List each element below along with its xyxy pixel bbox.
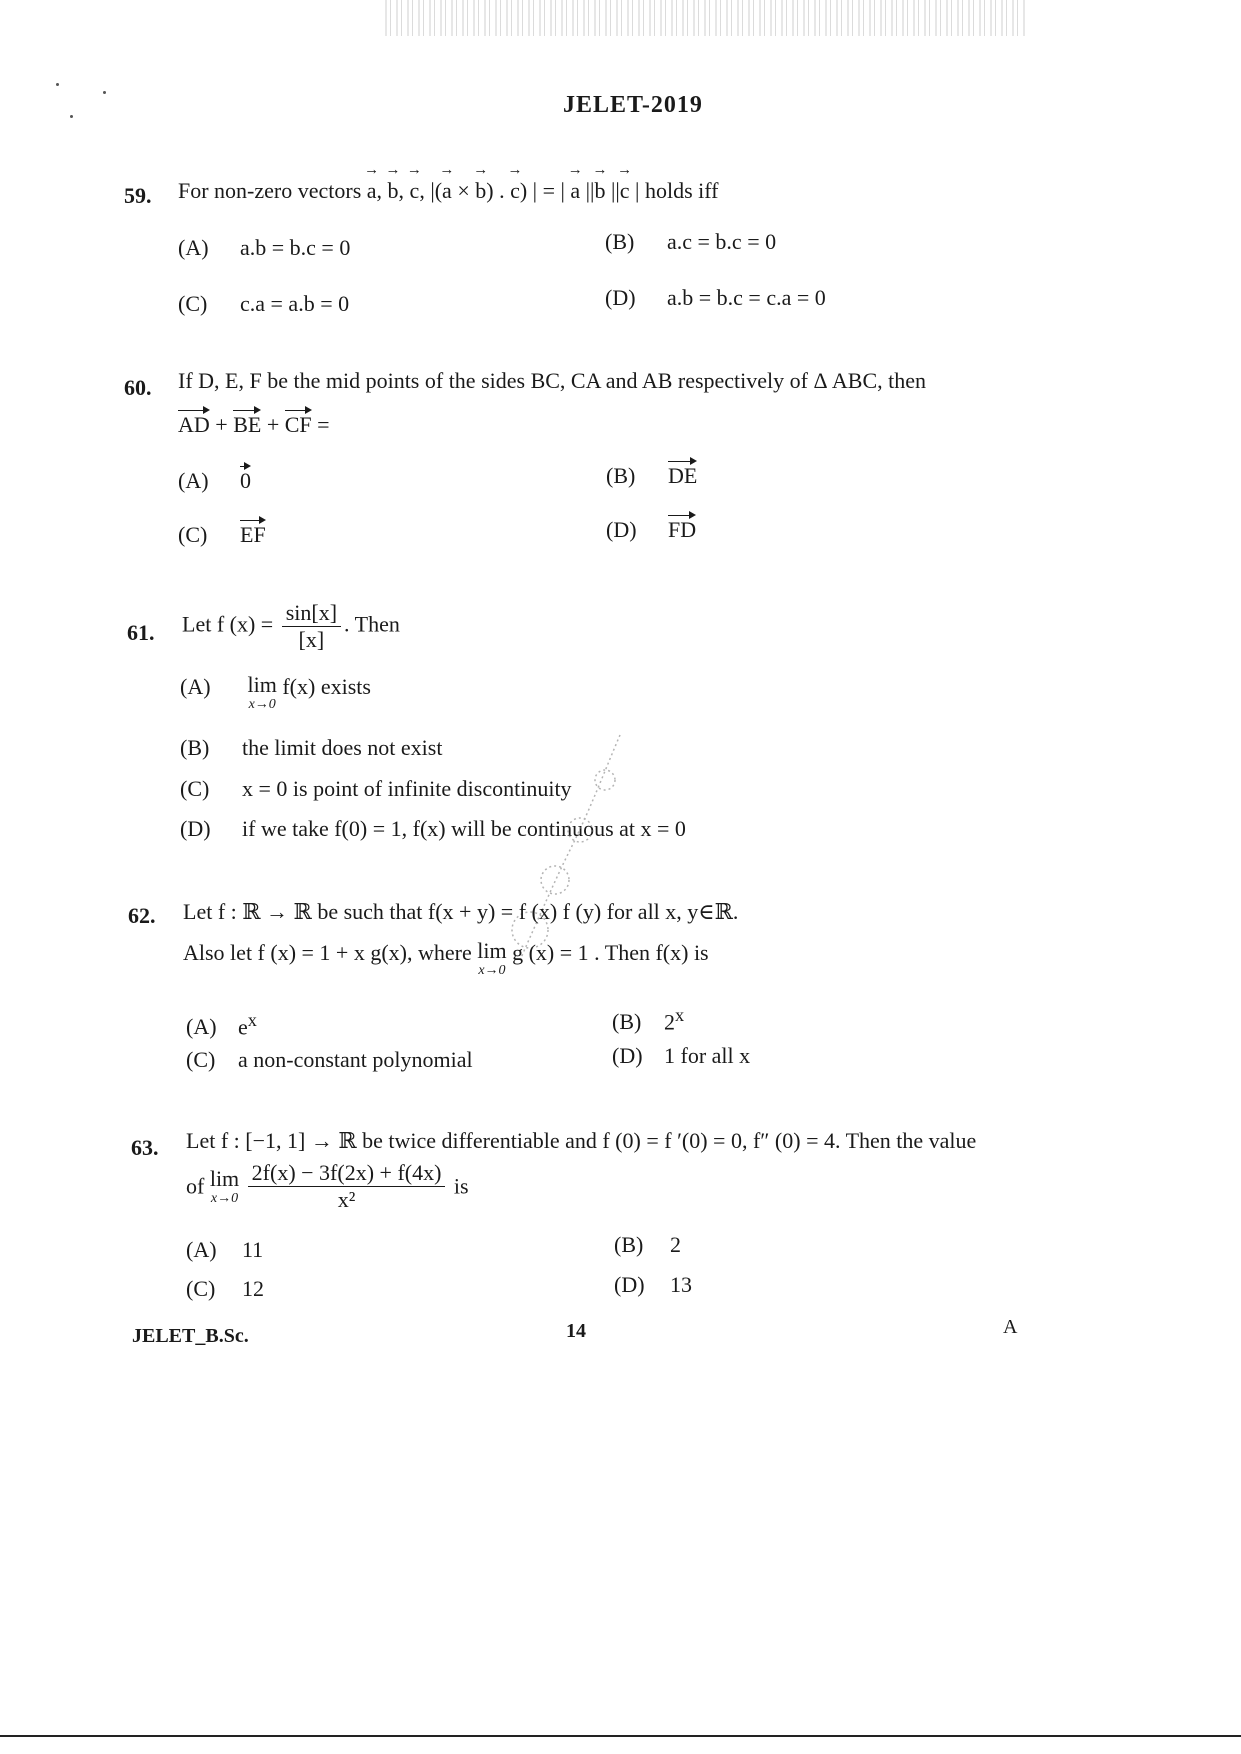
option-text: EF bbox=[240, 522, 266, 547]
scan-noise-strip bbox=[385, 0, 1025, 36]
limit-word: lim bbox=[477, 938, 507, 963]
question-stem-line2 bbox=[178, 412, 330, 438]
question-stem-line2 bbox=[183, 940, 709, 978]
option-label: (D) bbox=[614, 1272, 645, 1297]
stem-prefix: For non-zero vectors bbox=[178, 178, 362, 203]
option-label: (D) bbox=[605, 285, 636, 310]
option-text: 11 bbox=[242, 1237, 264, 1262]
option-d bbox=[605, 285, 826, 311]
separator: , bbox=[398, 178, 405, 203]
option-label: (A) bbox=[186, 1014, 217, 1040]
option-text: DE bbox=[668, 463, 698, 488]
plus-symbol: + bbox=[266, 412, 280, 437]
option-d bbox=[614, 1272, 692, 1298]
fraction-numerator: sin[x] bbox=[282, 600, 341, 627]
separator: , bbox=[376, 178, 383, 203]
option-text: 1 for all x bbox=[664, 1043, 751, 1068]
limit-subscript: x→0 bbox=[210, 1190, 239, 1206]
option-text: if we take f(0) = 1, f(x) will be continuous at x = 0 bbox=[242, 816, 686, 841]
question-stem bbox=[182, 600, 400, 653]
stem-text: of bbox=[186, 1173, 205, 1199]
option-text: e bbox=[238, 1014, 248, 1040]
limit-subscript: x→0 bbox=[478, 963, 506, 978]
stem-suffix: is bbox=[453, 1173, 469, 1199]
watermark-stamp bbox=[470, 730, 660, 970]
option-text: FD bbox=[668, 517, 697, 542]
option-b bbox=[180, 735, 442, 761]
option-a bbox=[186, 1237, 263, 1263]
stem-text: Also let f (x) = 1 + x g(x), where bbox=[183, 940, 472, 965]
option-text: a.b = b.c = c.a = 0 bbox=[667, 285, 826, 310]
limit-expression bbox=[248, 674, 277, 712]
option-label: (B) bbox=[605, 229, 635, 254]
vector-cf: CF bbox=[284, 412, 312, 437]
question-number: 62. bbox=[128, 903, 156, 928]
fraction bbox=[248, 1160, 446, 1213]
option-label: (C) bbox=[178, 291, 208, 316]
fraction-denominator: [x] bbox=[298, 627, 325, 652]
vector-c: → c bbox=[410, 178, 420, 204]
option-c bbox=[178, 291, 349, 317]
option-label: (C) bbox=[186, 1276, 216, 1301]
limit-word: lim bbox=[247, 672, 277, 697]
option-label: (A) bbox=[186, 1237, 217, 1262]
vector-b: → b bbox=[475, 178, 486, 204]
option-label: (C) bbox=[180, 776, 210, 801]
question-stem-line1: Let f : ℝ → ℝ be such that f(x + y) = f (x) f (y) for all x, y∈ℝ. bbox=[183, 899, 739, 924]
vector-a: → a bbox=[442, 178, 452, 204]
scan-speck bbox=[70, 115, 73, 118]
option-text: 12 bbox=[242, 1276, 264, 1301]
stem-text: g (x) = 1 . Then f(x) is bbox=[512, 940, 709, 965]
question-number: 60. bbox=[124, 375, 152, 400]
limit-expression bbox=[209, 1165, 240, 1206]
option-label: (B) bbox=[180, 735, 210, 760]
equals-symbol: = bbox=[542, 178, 555, 203]
stem-prefix: Let f (x) = bbox=[182, 611, 274, 637]
option-c bbox=[186, 1047, 473, 1073]
cross-symbol: × bbox=[457, 178, 470, 203]
plus-symbol: + bbox=[215, 412, 228, 437]
equals-symbol: = bbox=[317, 412, 330, 437]
scan-speck bbox=[56, 83, 59, 86]
option-label: (D) bbox=[612, 1043, 643, 1068]
option-text: 2 bbox=[664, 1009, 675, 1035]
option-a bbox=[180, 674, 371, 712]
vector-c: → c bbox=[510, 178, 520, 204]
option-label: (A) bbox=[180, 674, 211, 699]
option-superscript: x bbox=[675, 1005, 685, 1025]
booklet-set: A bbox=[1003, 1316, 1018, 1338]
option-text: 0 bbox=[240, 468, 251, 493]
option-text: 2 bbox=[670, 1232, 681, 1257]
option-text: the limit does not exist bbox=[242, 735, 443, 760]
option-label: (C) bbox=[178, 522, 208, 547]
question-stem-line1: If D, E, F be the mid points of the sides BC, CA and AB respectively of Δ ABC, then bbox=[178, 368, 927, 393]
footer-code: JELET_B.Sc. bbox=[132, 1325, 249, 1347]
option-label: (B) bbox=[614, 1232, 644, 1257]
option-c bbox=[186, 1276, 264, 1302]
page-title: JELET-2019 bbox=[563, 92, 703, 118]
question-stem: For non-zero vectors → a, → b, → c, |(→ a × → b) . → c) | = | → a ||→ b ||→ c | holds iff bbox=[178, 178, 719, 204]
question-number: 63. bbox=[131, 1135, 159, 1160]
vector-c: → c bbox=[620, 178, 630, 204]
dot-symbol: . bbox=[499, 178, 505, 203]
question-stem-line1: Let f : [−1, 1] → ℝ be twice differentiable and f (0) = f ′(0) = 0, f″ (0) = 4. Then the value bbox=[186, 1128, 977, 1153]
vector-b: → b bbox=[388, 178, 399, 204]
vector-b: → b bbox=[594, 178, 605, 204]
option-a bbox=[186, 1010, 257, 1040]
limit-expression bbox=[477, 940, 506, 978]
stem-suffix: holds iff bbox=[644, 178, 719, 203]
vector-a: → a bbox=[367, 178, 377, 204]
option-label: (B) bbox=[612, 1009, 642, 1035]
option-label: (C) bbox=[186, 1047, 216, 1072]
stem-suffix: . Then bbox=[344, 611, 400, 637]
limit-subscript: x→0 bbox=[248, 697, 276, 712]
question-number: 61. bbox=[127, 620, 155, 645]
option-text: c.a = a.b = 0 bbox=[240, 291, 350, 316]
page-number: 14 bbox=[566, 1320, 586, 1342]
option-b bbox=[614, 1232, 681, 1258]
option-c bbox=[178, 522, 266, 548]
scan-speck bbox=[103, 91, 106, 94]
separator: , bbox=[419, 178, 425, 203]
vector-a: → a bbox=[570, 178, 580, 204]
vector-be: BE bbox=[233, 412, 262, 437]
option-text: a non-constant polynomial bbox=[238, 1047, 473, 1072]
option-d bbox=[612, 1043, 750, 1069]
option-text: f(x) exists bbox=[282, 674, 371, 699]
option-label: (D) bbox=[180, 816, 211, 841]
question-number: 59. bbox=[124, 183, 152, 208]
option-a bbox=[178, 235, 350, 261]
option-label: (D) bbox=[606, 517, 637, 542]
option-label: (A) bbox=[178, 468, 209, 493]
option-superscript: x bbox=[247, 1010, 257, 1030]
option-label: (B) bbox=[606, 463, 636, 488]
option-b bbox=[605, 229, 776, 255]
option-d bbox=[606, 517, 696, 543]
vector-ad: AD bbox=[178, 412, 210, 437]
option-text: a.c = b.c = 0 bbox=[667, 229, 777, 254]
fraction-numerator: 2f(x) − 3f(2x) + f(4x) bbox=[248, 1160, 446, 1187]
option-a bbox=[178, 468, 251, 494]
option-b bbox=[612, 1005, 684, 1035]
option-text: 13 bbox=[670, 1272, 692, 1297]
option-b bbox=[606, 463, 697, 489]
option-text: x = 0 is point of infinite discontinuity bbox=[242, 776, 572, 801]
option-text: a.b = b.c = 0 bbox=[240, 235, 351, 260]
limit-word: lim bbox=[209, 1165, 240, 1191]
fraction bbox=[282, 600, 341, 653]
question-stem-line2 bbox=[186, 1160, 469, 1213]
bottom-rule bbox=[0, 1735, 1241, 1737]
option-label: (A) bbox=[178, 235, 209, 260]
fraction-denominator: x² bbox=[337, 1187, 356, 1212]
